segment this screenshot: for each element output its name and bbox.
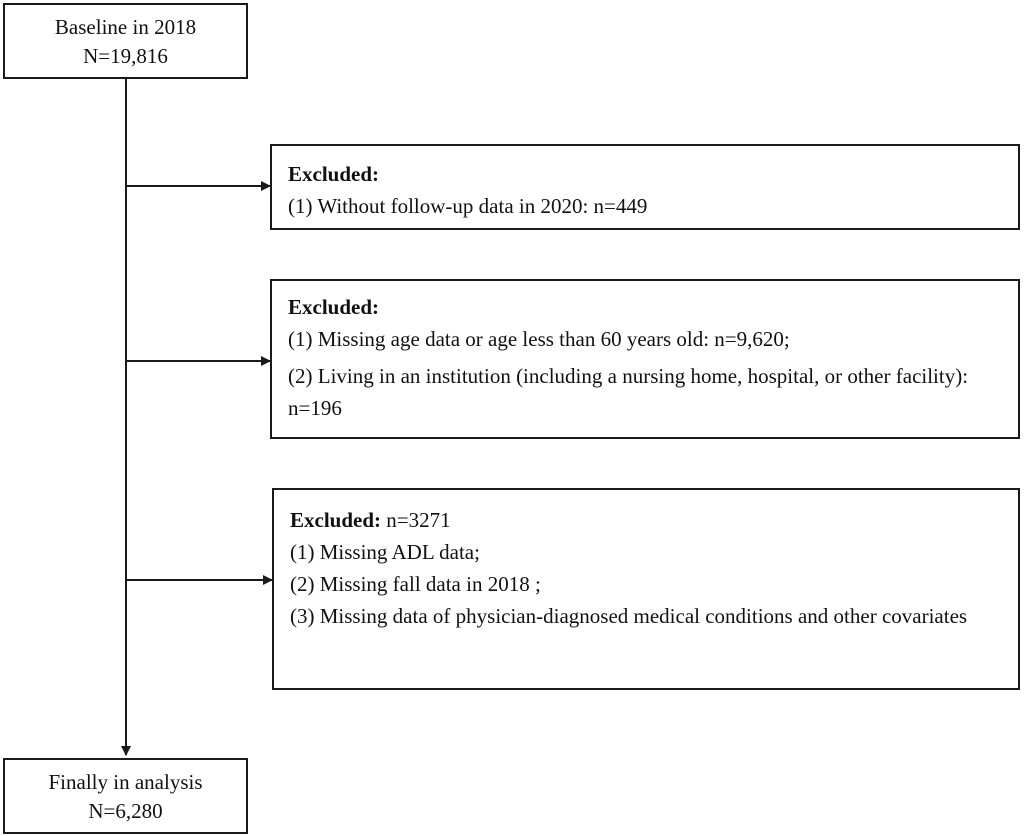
exclusion-box-2 (270, 279, 1020, 439)
exclusion-heading: Excluded: (288, 295, 380, 319)
exclusion-item: (2) Living in an institution (including a nursing home, hospital, or other facility): n=196 (288, 364, 969, 420)
exclusion-box-1 (270, 144, 1020, 230)
exclusion-heading: Excluded: (288, 162, 380, 186)
exclusion-item: (1) Without follow-up data in 2020: n=449 (288, 194, 648, 218)
exclusion-item: (1) Missing ADL data; (290, 540, 480, 564)
exclusion-heading-line (288, 291, 1008, 323)
baseline-title: Baseline in 2018 (54, 15, 197, 39)
exclusion-item: (3) Missing data of physician-diagnosed medical conditions and other covariates (290, 604, 968, 628)
final-count: N=6,280 (88, 799, 163, 823)
baseline-box (3, 3, 248, 79)
baseline-count: N=19,816 (83, 44, 168, 68)
exclusion-item: (1) Missing age data or age less than 60 years old: n=9,620; (288, 327, 790, 351)
final-title: Finally in analysis (48, 770, 203, 794)
final-box (3, 758, 248, 834)
exclusion-heading-line (290, 504, 1008, 536)
exclusion-heading-suffix: n=3271 (381, 508, 451, 532)
exclusion-heading: Excluded: (290, 508, 382, 532)
exclusion-item: (2) Missing fall data in 2018 ; (290, 572, 541, 596)
exclusion-box-3 (272, 488, 1020, 690)
exclusion-heading-line (288, 158, 1008, 190)
